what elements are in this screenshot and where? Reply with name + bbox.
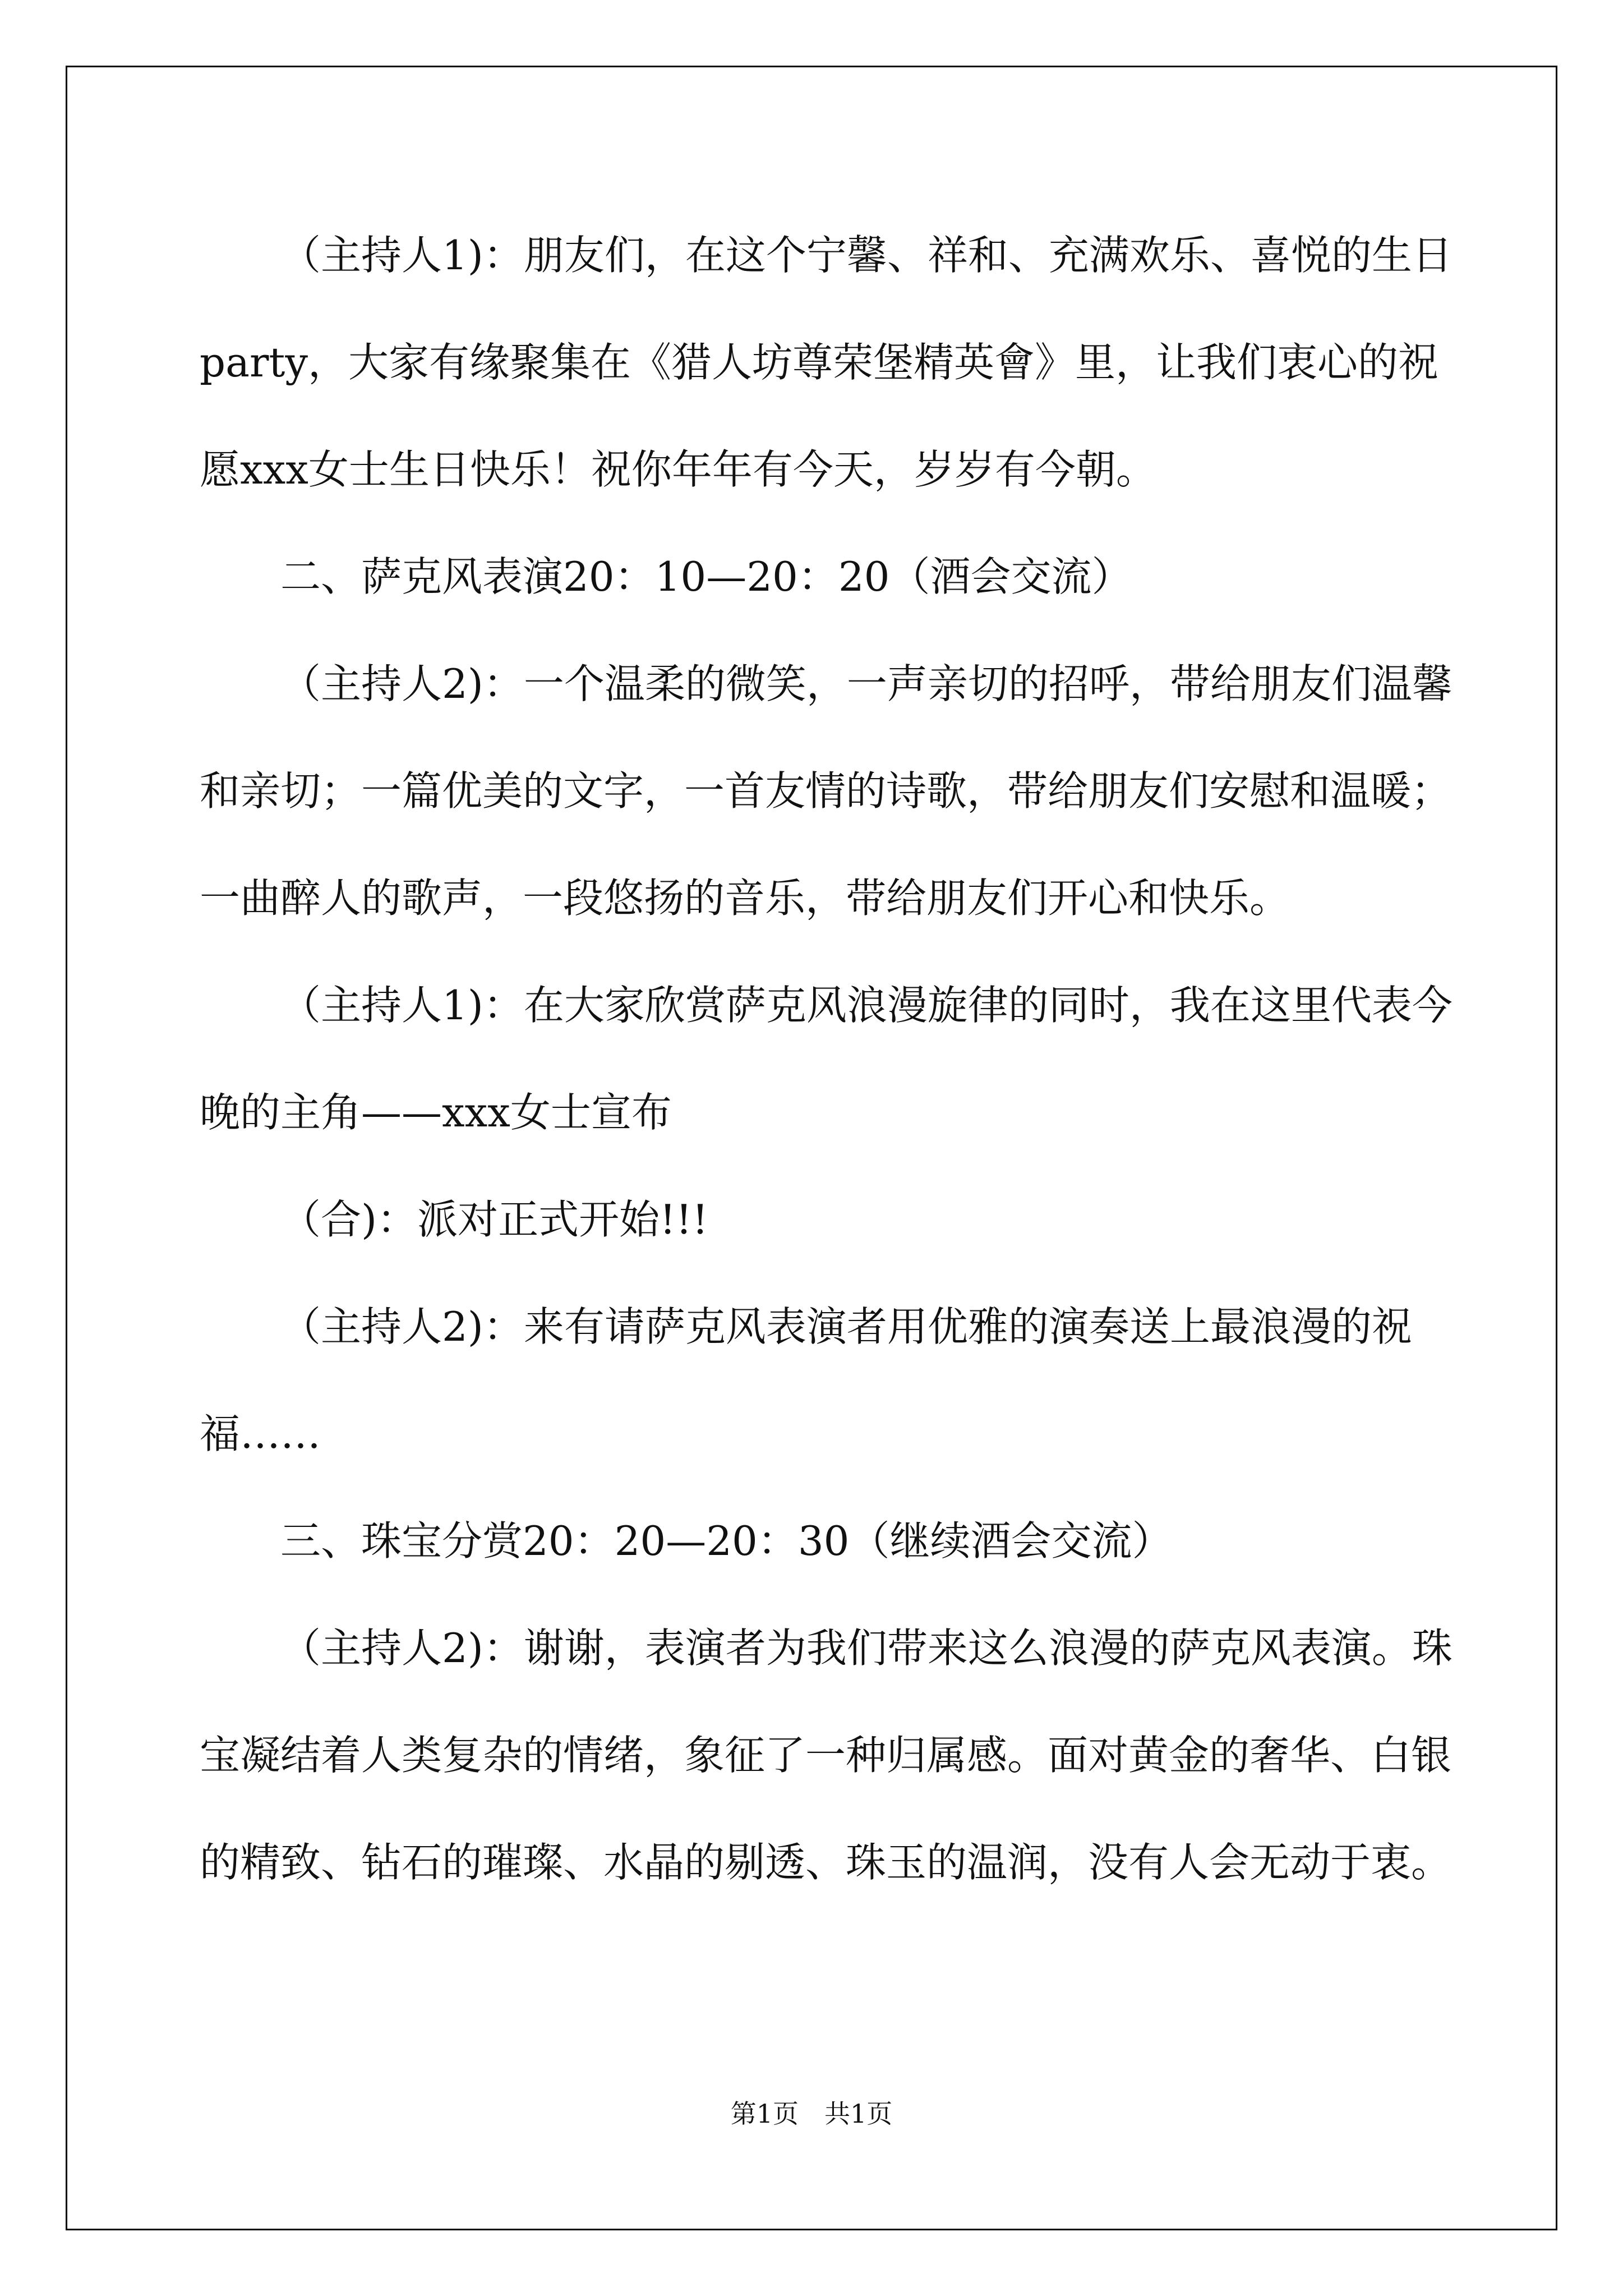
- paragraph-host1-announce: （主持人1)：在大家欣赏萨克风浪漫旋律的同时，我在这里代表今晚的主角——xxx女士宣布: [200, 982, 1453, 1136]
- paragraph-host1-greeting: （主持人1)：朋友们，在这个宁馨、祥和、充满欢乐、喜悦的生日party，大家有缘聚集在《猎人坊尊荣堡精英會》里，让我们衷心的祝愿xxx女士生日快乐！祝你年年有今天，岁岁有今朝。: [200, 232, 1453, 493]
- paragraph-together: （合)：派对正式开始!!!: [280, 1196, 708, 1243]
- paragraph-host2-intro: （主持人2)：一个温柔的微笑，一声亲切的招呼，带给朋友们温馨和亲切；一篇优美的文字，一首友情的诗歌，带给朋友们安慰和温暖；一曲醉人的歌声，一段悠扬的音乐，带给朋友们开心和快乐。: [200, 660, 1453, 922]
- section-saxophone-heading: 二、萨克风表演20：10—20：20（酒会交流）: [280, 553, 1132, 600]
- paragraph-host2-invite: （主持人2)：来有请萨克风表演者用优雅的演奏送上最浪漫的祝福……: [200, 1303, 1412, 1457]
- section-jewelry-heading: 三、珠宝分赏20：20—20：30（继续酒会交流）: [280, 1517, 1173, 1565]
- document-body: [200, 202, 1461, 1916]
- page-footer: 第1页 共1页: [730, 2099, 893, 2129]
- paragraph-host2-jewelry: （主持人2)：谢谢，表演者为我们带来这么浪漫的萨克风表演。珠宝凝结着人类复杂的情绪，象征了一种归属感。面对黄金的奢华、白银的精致、钻石的璀璨、水晶的剔透、珠玉的温润，没有人会无动于衷。: [200, 1625, 1453, 1886]
